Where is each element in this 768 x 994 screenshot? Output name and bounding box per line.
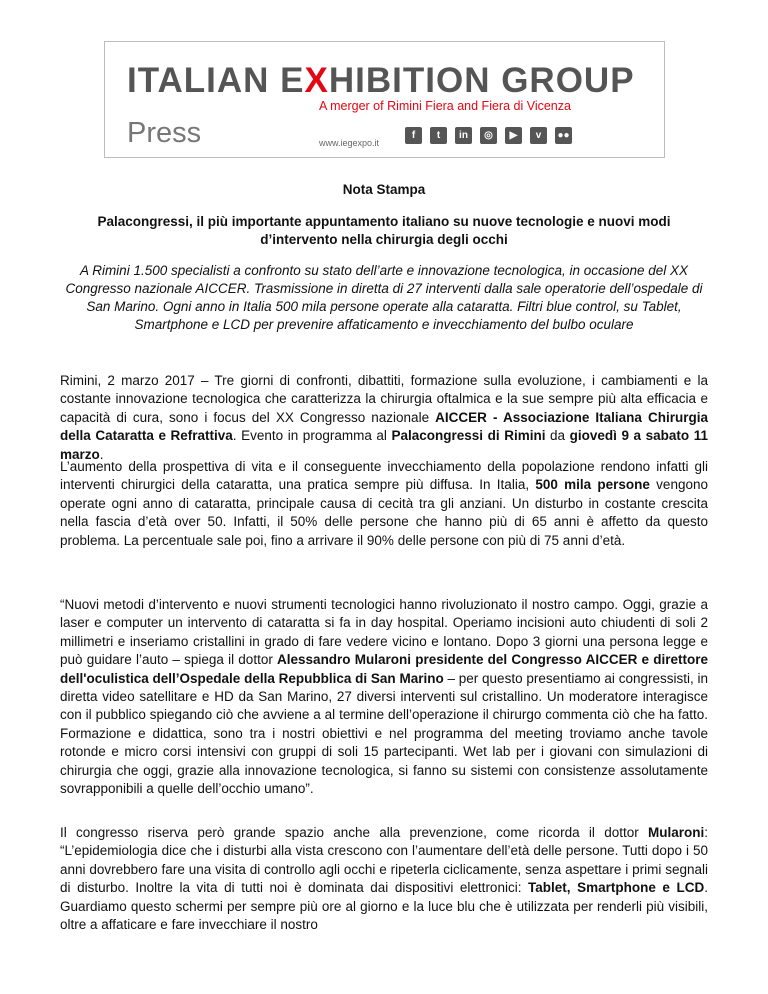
press-header-banner — [104, 41, 665, 158]
twitter-icon[interactable]: t — [430, 127, 447, 144]
brand-tagline: A merger of Rimini Fiera and Fiera di Vicenza — [319, 99, 571, 113]
paragraph-1: Rimini, 2 marzo 2017 – Tre giorni di confronti, dibattiti, formazione sulla evoluzione, i cambiamenti e la costante innovazione tecnologica che caratterizza la chirurgia oftalmica e la sue sempre più alta efficacia e capacità di cura, sono i focus del XX Congresso nazionale AICCER - Associazione Italiana Chirurgia della Cataratta e Refrattiva. Evento in programma al Palacongressi di Rimini da giovedì 9 a sabato 11 marzo. — [60, 373, 708, 462]
youtube-icon[interactable]: ▶ — [505, 127, 522, 144]
paragraph-2: L’aumento della prospettiva di vita e il conseguente invecchiamento della popolazione rendono infatti gli interventi chirurgici della cataratta, una pratica sempre più diffusa. In Italia, 500 mila persone vengono operate ogni anno di cataratta, principale causa di cecità tra gli anziani. Un disturbo in costante crescita nella fascia d’età over 50. Infatti, il 50% delle persone che hanno più di 65 anni è affetto da questo problema. La percentuale sale poi, fino a arrivare il 90% delle persone con più di 75 anni d’età. — [60, 459, 708, 548]
website-link[interactable]: www.iegexpo.it — [319, 138, 380, 148]
press-label: Press — [127, 117, 202, 149]
social-icons — [405, 127, 572, 144]
instagram-icon[interactable]: ◎ — [480, 127, 497, 144]
document-label: Nota Stampa — [342, 182, 426, 197]
brand-logo: ITALIAN EXHIBITION GROUP — [127, 61, 635, 100]
flickr-icon[interactable]: ●● — [555, 127, 572, 144]
linkedin-icon[interactable]: in — [455, 127, 472, 144]
paragraph-4: Il congresso riserva però grande spazio anche alla prevenzione, come ricorda il dottor Mularoni: “L’epidemiologia dice che i disturbi alla vista crescono con l’aumentare dell’età delle persone. Tutti dopo i 50 anni dovrebbero fare una visita di controllo agli occhi e ripeterla ciclicamente, senza aspettare i primi segnali di disturbo. Inoltre la vita di tutti noi è dominata dai dispositivi elettronici: Tablet, Smartphone e LCD. Guardiamo questo schermi per sempre più ore al giorno e la luce blu che è utilizzata per renderli più visibili, oltre a affaticare e fare invecchiare il nostro — [60, 825, 708, 933]
facebook-icon[interactable]: f — [405, 127, 422, 144]
vimeo-icon[interactable]: v — [530, 127, 547, 144]
document-title: Palacongressi, il più importante appuntamento italiano su nuove tecnologie e nuovi modi d’intervento nella chirurgia degli occhi — [97, 214, 671, 247]
document-subtitle: A Rimini 1.500 specialisti a confronto su stato dell’arte e innovazione tecnologica, in occasione del XX Congresso nazionale AICCER. Trasmissione in diretta di 27 interventi dalla sale operatorie dell’ospedale di San Marino. Ogni anno in Italia 500 mila persone operate alla cataratta. Filtri blue control, su Tablet, Smartphone e LCD per prevenire affaticamento e invecchiamento del bulbo oculare — [65, 263, 703, 332]
paragraph-3: “Nuovi metodi d’intervento e nuovi strumenti tecnologici hanno rivoluzionato il nostro campo. Oggi, grazie a laser e computer un intervento di cataratta si fa in day hospital. Operiamo incisioni auto chiudenti di soli 2 millimetri e inseriamo cristallini in grado di fare vedere vicino e lontano. Dopo 3 giorni una persona legge e può guidare l’auto – spiega il dottor Alessandro Mularoni presidente del Congresso AICCER e direttore dell'oculistica dell’Ospedale della Repubblica di San Marino – per questo presentiamo ai congressisti, in diretta video satellitare e HD da San Marino, 27 diversi interventi sul cristallino. Un moderatore interagisce con il pubblico spiegando ciò che avviene a al termine dell’operazione il chirurgo commenta ciò che ha fatto. Formazione e didattica, sono tra i nostri obiettivi e nel programma del meeting troviamo anche tavole rotonde e micro corsi intensivi con gruppi di soli 15 partecipanti. Wet lab per i giovani con simulazioni di chirurgia che oggi, grazie alla innovazione tecnologica, si fanno su sistemi con consistenze assolutamente sovrapponibili a quelle dell’occhio umano”. — [60, 597, 709, 797]
